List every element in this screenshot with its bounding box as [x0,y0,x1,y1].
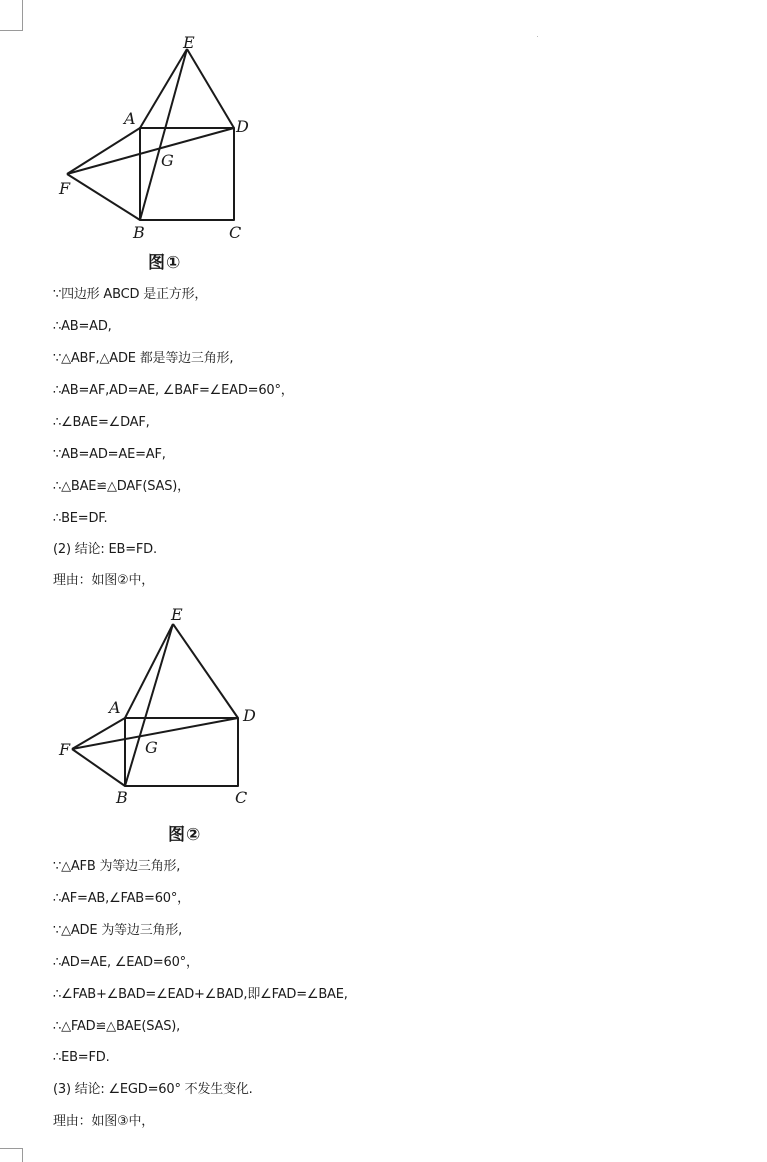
segment-ed [187,49,234,128]
figure-2-diagram [0,590,300,850]
segment-fa [67,128,140,174]
label-c: C [229,223,242,242]
figure-2-caption: 图② [168,825,202,845]
segment-be [140,49,187,220]
label-e: E [183,33,195,52]
proof-line: ∴EB=FD. [53,1050,110,1065]
proof-line: ∴△FAD≌△BAE(SAS), [53,1019,181,1034]
reason-2: 理由：如图②中， [53,573,155,588]
reason-3: 理由：如图③中， [53,1114,155,1129]
proof-line: ∵△AFB 为等边三角形, [53,859,181,874]
proof-line: ∵AB=AD=AE=AF, [53,447,166,462]
page-corner-mark-bottom [0,1148,23,1162]
label-f: F [59,179,71,198]
proof-line: ∵△ADE 为等边三角形, [53,923,183,938]
proof-line: ∴∠FAB+∠BAD=∠EAD+∠BAD,即∠FAD=∠BAE, [53,987,348,1002]
proof-line: ∴∠BAE=∠DAF, [53,415,150,430]
label-d: D [243,706,256,725]
label-b: B [116,788,128,807]
segment-fb [72,749,125,786]
figure-1-lines [67,49,234,220]
label-b: B [133,223,145,242]
label-g: G [145,738,158,757]
segment-ae [140,49,187,128]
proof-line: ∴AD=AE, ∠EAD=60°， [53,955,199,970]
proof-line: ∵四边形 ABCD 是正方形， [53,287,208,302]
proof-line: ∴AF=AB,∠FAB=60°， [53,891,190,906]
label-g: G [161,151,174,170]
figure-1-diagram [0,0,300,280]
proof-line: ∴AB=AF,AD=AE, ∠BAF=∠EAD=60°， [53,383,294,398]
segment-ed [173,624,238,718]
proof-line: ∴BE=DF. [53,511,108,526]
proof-line: ∴△BAE≌△DAF(SAS)， [53,479,190,494]
label-c: C [235,788,248,807]
label-f: F [59,740,71,759]
figure-1-caption: 图① [148,253,182,273]
proof-line: ∵△ABF,△ADE 都是等边三角形, [53,351,234,366]
label-a: A [109,698,121,717]
conclusion-3: (3) 结论: ∠EGD=60° 不发生变化. [53,1082,253,1097]
proof-line: ∴AB=AD, [53,319,112,334]
label-e: E [171,605,183,624]
label-d: D [236,117,249,136]
stray-dot [537,36,538,37]
figure-1 [0,0,300,280]
segment-fb [67,174,140,220]
segment-fd [67,128,234,174]
figure-2-lines [72,624,238,786]
label-a: A [124,109,136,128]
conclusion-2: (2) 结论: EB=FD. [53,542,157,557]
figure-2 [0,590,300,850]
